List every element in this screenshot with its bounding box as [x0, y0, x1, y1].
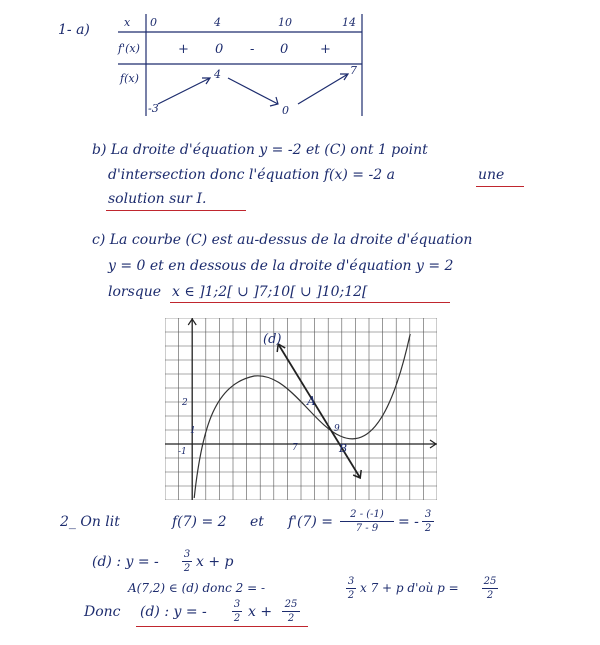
- slope-result-den: 2: [424, 523, 432, 534]
- increase-arrow-1: [158, 78, 210, 104]
- f-value-0: 0: [282, 104, 289, 117]
- label-point-A: A: [307, 394, 316, 408]
- a-frac-den: 2: [347, 590, 355, 601]
- final-fraction-2: [282, 599, 300, 624]
- underline-solution: [106, 210, 246, 211]
- f-value-minus3: -3: [148, 102, 159, 115]
- sign-plus-2: +: [320, 42, 331, 57]
- row-fprime-label: f'(x): [118, 42, 140, 55]
- slope-numerator: 2 - (-1): [350, 509, 384, 520]
- increase-arrow-2: [298, 74, 348, 104]
- q1b-line1: b) La droite d'équation y = -2 et (C) ont 1 point: [92, 142, 428, 158]
- q1c-line1: c) La courbe (C) est au-dessus de la droite d'équation: [92, 232, 473, 248]
- f-value-7: 7: [350, 64, 357, 77]
- a-point-mid: x 7 + p d'où p =: [360, 581, 459, 595]
- label-y-2: 2: [182, 398, 188, 408]
- x-value-10: 10: [278, 16, 292, 29]
- decrease-arrow: [228, 78, 278, 104]
- final-frac2-den: 2: [287, 613, 295, 624]
- underline-une: [476, 186, 524, 187]
- d-equation-prefix: (d) : y = -: [92, 554, 159, 570]
- f-value-4: 4: [214, 68, 221, 81]
- row-f-label: f(x): [120, 72, 139, 85]
- x-value-14: 14: [342, 16, 356, 29]
- a-point-line: A(7,2) ∈ (d) donc 2 = -: [128, 581, 266, 595]
- variation-table: [110, 12, 370, 118]
- final-frac1-den: 2: [233, 613, 241, 624]
- final-frac1-num: 3: [233, 599, 241, 610]
- q1c-line3-prefix: lorsque: [108, 284, 162, 300]
- p-den: 2: [486, 590, 494, 601]
- sign-minus: -: [250, 42, 255, 57]
- d-frac-den: 2: [183, 563, 191, 574]
- slope-result-num: 3: [424, 509, 432, 520]
- q2-prefix: 2_ On lit: [60, 514, 120, 530]
- q1b-highlight: une: [478, 167, 505, 183]
- label-line-d: (d): [263, 332, 282, 347]
- sign-zero-1: 0: [215, 42, 224, 57]
- final-fraction-1: [232, 599, 242, 624]
- x-value-4: 4: [214, 16, 221, 29]
- p-num: 25: [483, 576, 497, 587]
- q1-label: 1- a): [58, 22, 90, 38]
- function-graph: [165, 318, 437, 500]
- p-fraction: [482, 576, 498, 601]
- d-fraction: [182, 549, 192, 574]
- a-fraction: [346, 576, 356, 601]
- q1c-line2: y = 0 et en dessous de la droite d'équation y = 2: [108, 258, 454, 274]
- x-value-0: 0: [150, 16, 157, 29]
- q1b-line2: d'intersection donc l'équation f(x) = -2 a: [108, 167, 395, 183]
- label-x-7: 7: [292, 443, 298, 453]
- graph-canvas: [165, 318, 437, 500]
- q2-f7: f(7) = 2: [172, 514, 227, 530]
- q1b-line3: solution sur I.: [108, 191, 207, 207]
- final-mid: x +: [248, 604, 273, 620]
- final-prefix: (d) : y = -: [140, 604, 207, 620]
- q2-et: et: [250, 514, 264, 530]
- underline-final: [136, 626, 308, 627]
- label-y-1: 1: [190, 426, 196, 436]
- slope-denominator: 7 - 9: [355, 523, 379, 534]
- slope-fraction: [340, 509, 394, 534]
- d-frac-num: 3: [183, 549, 191, 560]
- sign-plus-1: +: [178, 42, 189, 57]
- label-x-9: 9: [334, 424, 340, 434]
- slope-result-fraction: [422, 509, 434, 534]
- q2-fprime7: f'(7) =: [288, 514, 334, 530]
- q2-eq-minus: = -: [398, 514, 419, 530]
- label-y-minus1: -1: [178, 447, 187, 457]
- row-x-label: x: [124, 16, 131, 29]
- sign-zero-2: 0: [280, 42, 289, 57]
- q1c-answer: x ∈ ]1;2[ ∪ ]7;10[ ∪ ]10;12[: [172, 284, 368, 300]
- underline-answer: [170, 302, 450, 303]
- donc-label: Donc: [84, 604, 121, 620]
- final-frac2-num: 25: [284, 599, 298, 610]
- d-equation-suffix: x + p: [196, 554, 234, 570]
- label-point-B: B: [339, 442, 348, 455]
- a-frac-num: 3: [347, 576, 355, 587]
